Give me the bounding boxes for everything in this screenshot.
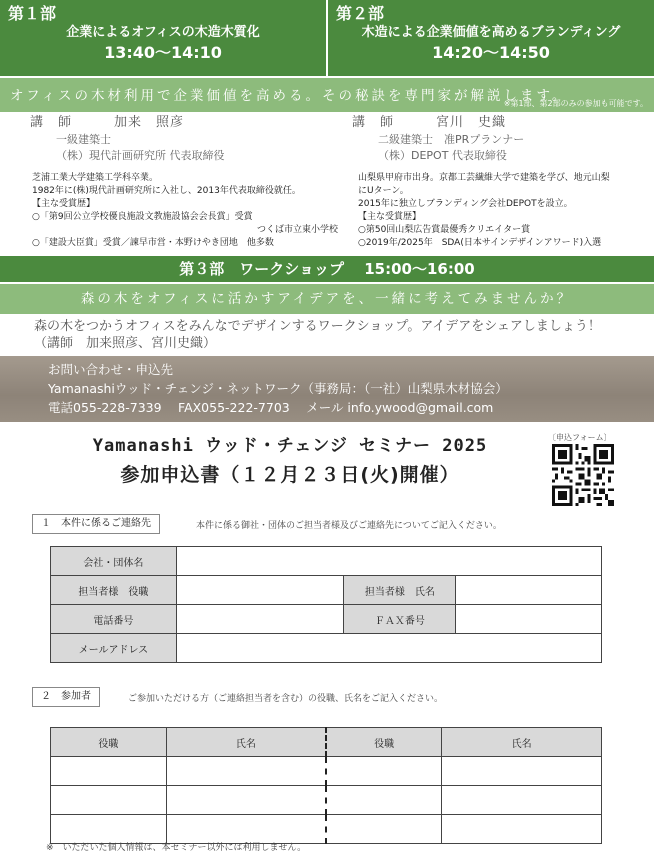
phone-field[interactable] (176, 605, 344, 634)
lecturer-1 (30, 114, 350, 164)
company-label: 会社・団体名 (51, 547, 177, 576)
participant-position-field[interactable] (326, 815, 442, 844)
lecturer-1-role: 一級建築士 (56, 133, 111, 146)
tagline-banner (0, 78, 654, 112)
part2-time: 14:20～14:50 (432, 43, 550, 62)
bio-line: つくば市立東小学校 (256, 225, 338, 235)
participant-name-field[interactable] (442, 786, 602, 815)
lecturer-1-heading: 講 師 加来 照彦 (30, 115, 185, 130)
bio-line: 2015年に独立しブランディング会社DEPOTを設立。 (358, 199, 573, 209)
participants-table (50, 727, 602, 844)
seminar-title: Yamanashi ウッド・チェンジ セミナー 2025 (92, 436, 488, 456)
tagline-note: ※第1部、第2部のみの参加も可能です。 (503, 99, 648, 108)
lecturer-2-company: （株）DEPOT 代表取締役 (378, 149, 507, 162)
lecturer-1-bio (32, 172, 342, 250)
table-row (51, 634, 602, 663)
table-row (51, 576, 602, 605)
position-header: 役職 (326, 728, 442, 757)
privacy-note: ※ いただいた個人情報は、本セミナー以外には利用しません。 (46, 843, 307, 852)
parts-header (0, 0, 654, 76)
section-2-label: ２ 参加者 (32, 687, 100, 707)
phone-label: 電話番号 (51, 605, 177, 634)
contact-heading: お問い合わせ・申込先 (48, 362, 174, 377)
tagline-text: オフィスの木材利用で企業価値を高める。その秘訣を専門家が解説します。 (10, 88, 569, 104)
position-label: 担当者様 役職 (51, 576, 177, 605)
part1-number: 第１部 (8, 4, 57, 23)
lecturer-2-role: 二級建築士 准PRプランナー (378, 133, 525, 146)
table-header-row (51, 728, 602, 757)
participant-name-field[interactable] (166, 786, 326, 815)
part1-box (0, 0, 328, 76)
participant-position-field[interactable] (326, 786, 442, 815)
bio-line: 1982年に(株)現代計画研究所に入社し、2013年代表取締役就任。 (32, 186, 301, 196)
part3-header: 第３部 ワークショップ 15:00～16:00 (0, 256, 654, 282)
bio-line: 【主な受賞歴】 (32, 199, 96, 209)
participant-name-field[interactable] (166, 757, 326, 786)
bio-line: ○第50回山梨広告賞最優秀クリエイター賞 (358, 225, 531, 235)
position-header: 役職 (51, 728, 167, 757)
bio-line: 【主な受賞歴】 (358, 212, 422, 222)
contact-details[interactable]: 電話055-228-7339 FAX055-222-7703 メール info.ywood@gmail.com (48, 400, 494, 415)
lecturer-2 (352, 114, 654, 164)
part1-title: 企業によるオフィスの木造木質化 (66, 25, 260, 40)
part2-box (328, 0, 654, 76)
bio-line: にUターン。 (358, 186, 409, 196)
name-header: 氏名 (442, 728, 602, 757)
participant-position-field[interactable] (51, 786, 167, 815)
name-field[interactable] (456, 576, 602, 605)
bio-line: ○「建設大臣賞」受賞／諫早市営・本野けやき団地 他多数 (32, 238, 274, 248)
bio-line: 山梨県甲府市出身。京都工芸繊維大学で建築を学び、地元山梨 (358, 173, 610, 183)
part2-number: 第２部 (336, 4, 385, 23)
fax-field[interactable] (456, 605, 602, 634)
company-field[interactable] (176, 547, 601, 576)
qr-code-icon[interactable] (552, 444, 614, 506)
table-row (51, 757, 602, 786)
lecturer-2-bio (358, 172, 654, 250)
application-title: 参加申込書（１２月２３日(火)開催） (120, 464, 460, 486)
email-label: メールアドレス (51, 634, 177, 663)
bio-line: ○2019年/2025年 SDA(日本サインデザインアワード)入選 (358, 238, 602, 248)
form-title (40, 432, 540, 490)
table-row (51, 547, 602, 576)
participant-name-field[interactable] (442, 757, 602, 786)
contact-table (50, 546, 602, 663)
participant-position-field[interactable] (51, 757, 167, 786)
section-2-note: ご参加いただける方（ご連絡担当者を含む）の役職、氏名をご記入ください。 (128, 694, 444, 704)
name-label: 担当者様 氏名 (344, 576, 456, 605)
fax-label: ＦＡＸ番号 (344, 605, 456, 634)
workshop-description: 森の木をつかうオフィスをみんなでデザインするワークショップ。アイデアをシェアしましょう！ （講師 加来照彦、宮川史織） (34, 319, 627, 351)
table-row (51, 786, 602, 815)
contact-organization: Yamanashiウッド・チェンジ・ネットワーク（事務局：（一社）山梨県木材協会） (48, 381, 508, 396)
participant-position-field[interactable] (326, 757, 442, 786)
section-1-note: 本件に係る御社・団体のご担当者様及びご連絡先についてご記入ください。 (196, 521, 502, 531)
workshop-tagline: 森の木をオフィスに活かすアイデアを、一緒に考えてみませんか？ (0, 284, 654, 314)
qr-label: 〔申込フォーム〕 (548, 433, 612, 442)
lecturer-1-company: （株）現代計画研究所 代表取締役 (56, 149, 225, 162)
bio-line: ○「第9回公立学校優良施設文教施設協会会長賞」受賞 (32, 212, 253, 222)
table-row (51, 605, 602, 634)
part2-title: 木造による企業価値を高めるブランディング (361, 25, 621, 40)
name-header: 氏名 (166, 728, 326, 757)
lecturer-2-heading: 講 師 宮川 史織 (352, 115, 507, 130)
bio-line: 芝浦工業大学建築工学科卒業。 (32, 173, 159, 183)
part1-time: 13:40～14:10 (104, 43, 222, 62)
section-1-label: １ 本件に係るご連絡先 (32, 514, 160, 534)
participant-name-field[interactable] (442, 815, 602, 844)
contact-banner (0, 356, 654, 422)
email-field[interactable] (176, 634, 601, 663)
position-field[interactable] (176, 576, 344, 605)
